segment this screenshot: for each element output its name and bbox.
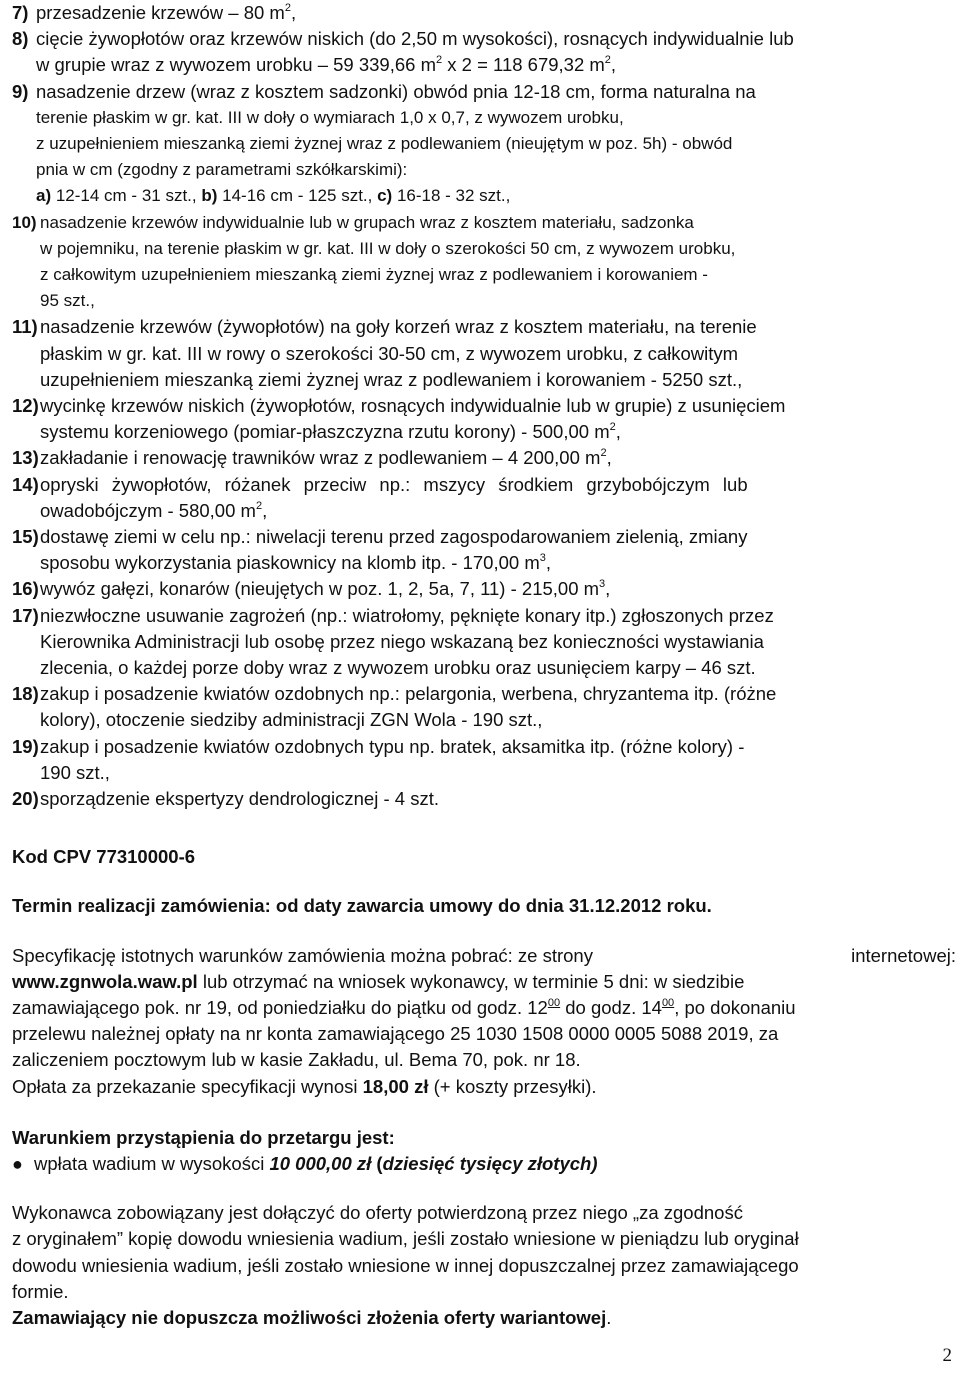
specification-paragraph [12,943,956,1100]
contractor-line: formie. [12,1280,69,1302]
list-item-9 [12,79,956,210]
list-item-16 [12,576,956,602]
contractor-line: dowodu wniesienia wadium, jeśli zostało wniesione w innej dopuszczalnej przez zamawiającego [12,1254,799,1276]
contractor-line: Wykonawca zobowiązany jest dołączyć do oferty potwierdzoną przez niego „za zgodność [12,1202,743,1224]
item-line: płaskim w gr. kat. III w rowy o szerokości 30-50 cm, z wywozem urobku, z całkowitym [40,342,739,364]
item-line: sporządzenie ekspertyzy dendrologicznej - 4 szt. [40,788,439,810]
spec-line: www.zgnwola.waw.pl lub otrzymać na wniosek wykonawcy, w terminie 5 dni: w siedzibie [12,970,745,992]
item-line: nasadzenie krzewów (żywopłotów) na goły korzeń wraz z kosztem materiału, na terenie [40,316,757,338]
list-item-11 [12,314,956,393]
spec-fee-line: Opłata za przekazanie specyfikacji wynosi 18,00 zł (+ koszty przesyłki). [12,1075,597,1097]
list-number: 10) [12,212,37,232]
item-line: zakup i posadzenie kwiatów ozdobnych np.: pelargonia, werbena, chryzantema itp. (różne [40,683,777,705]
list-number: 7) [12,2,29,23]
list-number: 17) [12,604,39,626]
list-number: 18) [12,683,39,705]
list-number: 12) [12,395,39,417]
website-link[interactable]: www.zgnwola.waw.pl [12,970,198,992]
item-line: zlecenia, o każdej porze doby wraz z wywozem urobku oraz usunięciem karpy – 46 szt. [40,657,756,679]
contractor-paragraph [12,1200,956,1331]
item-line: kolory), otoczenie siedziby administracji ZGN Wola - 190 szt., [40,709,543,731]
list-number: 16) [12,578,39,600]
item-line: wycinkę krzewów niskich (żywopłotów, rosnących indywidualnie lub w grupie) z usunięciem [40,395,786,417]
item-line: zakup i posadzenie kwiatów ozdobnych typu np. bratek, aksamitka itp. (różne kolory) - [40,735,745,757]
list-item-13 [12,445,956,471]
item-line: pnia w cm (zgodny z parametrami szkółkarskimi): [36,160,408,180]
item-line: 95 szt., [40,291,95,311]
item-line: wywóz gałęzi, konarów (nieujętych w poz. 1, 2, 5a, 7, 11) - 215,00 $m^3$, [40,578,611,600]
list-item-17 [12,603,956,682]
list-number: 14) [12,473,39,495]
document-page [12,0,956,1331]
contractor-line: z oryginałem” kopię dowodu wniesienia wadium, jeśli zostało wniesione w pieniądzu lub oryginał [12,1228,799,1250]
list-item-12 [12,393,956,445]
item-line: terenie płaskim w gr. kat. III w doły o wymiarach 1,0 x 0,7, z wywozem urobku, [36,107,624,127]
list-number: 20) [12,788,39,810]
spec-line: Specyfikację istotnych warunków zamówienia można pobrać: ze strony internetowej: [12,944,956,966]
item-line: owadobójczym - 580,00 $m^2$, [40,499,268,521]
item-sub-line: a) 12-14 cm - 31 szt., b) 14-16 cm - 125 szt., c) 16-18 - 32 szt., [36,186,511,206]
item-line: 190 szt., [40,761,110,783]
item-line: dostawę ziemi w celu np.: niwelacji terenu przed zagospodarowaniem zielenią, zmiany [40,526,748,548]
item-line: opryski żywopłotów, różanek przeciw np.: mszycy środkiem grzybobójczym lub [40,473,748,495]
item-line: nasadzenie drzew (wraz z kosztem sadzonki) obwód pnia 12-18 cm, forma naturalna na [36,80,756,102]
variant-offer-note: Zamawiający nie dopuszcza możliwości złożenia oferty wariantowej. [12,1306,612,1328]
list-item-7: 7) przesadzenie krzewów – 80 $m^2$, [12,0,956,26]
list-item-18 [12,681,956,733]
list-number: 8) [12,28,29,50]
deadline-text: Termin realizacji zamówienia: od daty zawarcia umowy do dnia 31.12.2012 roku. [12,895,712,917]
conditions-bullet: ● wpłata wadium w wysokości 10 000,00 zł (dziesięć tysięcy złotych) [12,1151,956,1177]
list-number: 11) [12,316,38,338]
list-number: 19) [12,735,39,757]
list-item-10 [12,210,956,315]
list-number: 15) [12,526,39,548]
item-line: w grupie wraz z wywozem urobku – 59 339,66 $m^2$ x 2 = 118 679,32 $m^2$, [36,54,617,76]
item-line: sposobu wykorzystania piaskownicy na klomb itp. - 170,00 $m^3$, [40,552,552,574]
spec-line: przelewu należnej opłaty na nr konta zamawiającego 25 1030 1508 0000 0005 5088 2019, za [12,1023,779,1045]
list-item-15 [12,524,956,576]
item-line: Kierownika Administracji lub osobę przez niego wskazaną bez konieczności wystawiania [40,630,764,652]
page-number: 2 [942,1345,952,1366]
list-item-19 [12,734,956,786]
cpv-code: Kod CPV 77310000-6 [12,846,196,868]
item-line: z całkowitym uzupełnieniem mieszanką ziemi żyznej wraz z podlewaniem i korowaniem - [40,265,708,285]
spec-line: zamawiającego pok. nr 19, od poniedziałku do piątku od godz. $12^{00}$ do godz. $14^{00}$, po dokonaniu [12,996,796,1018]
list-number: 13) [12,447,39,469]
conditions-heading: Warunkiem przystąpienia do przetargu jest: [12,1126,395,1148]
item-line: cięcie żywopłotów oraz krzewów niskich (do 2,50 m wysokości), rosnących indywidualnie lub [36,28,794,50]
item-line: w pojemniku, na terenie płaskim w gr. kat. III w doły o szerokości 50 cm, z wywozem urobku, [40,238,736,258]
spec-line: zaliczeniem pocztowym lub w kasie Zakładu, ul. Bema 70, pok. nr 18. [12,1049,581,1071]
item-line: zakładanie i renowację trawników wraz z podlewaniem – 4 200,00 $m^2$, [40,447,612,469]
list-item-14 [12,472,956,524]
item-line: niezwłoczne usuwanie zagrożeń (np.: wiatrołomy, pęknięte konary itp.) zgłoszonych przez [40,604,774,626]
item-line: nasadzenie krzewów indywidualnie lub w grupach wraz z kosztem materiału, sadzonka [40,212,694,232]
list-item-20 [12,786,956,812]
item-line: z uzupełnieniem mieszanką ziemi żyznej wraz z podlewaniem (nieujętym w poz. 5h) - obwód [36,134,733,154]
item-line: systemu korzeniowego (pomiar-płaszczyzna rzutu korony) - 500,00 $m^2$, [40,421,621,443]
item-line: uzupełnieniem mieszanką ziemi żyznej wraz z podlewaniem i korowaniem - 5250 szt., [40,368,743,390]
bullet-icon: ● [12,1153,23,1174]
list-item-8 [12,26,956,78]
list-number: 9) [12,80,29,102]
